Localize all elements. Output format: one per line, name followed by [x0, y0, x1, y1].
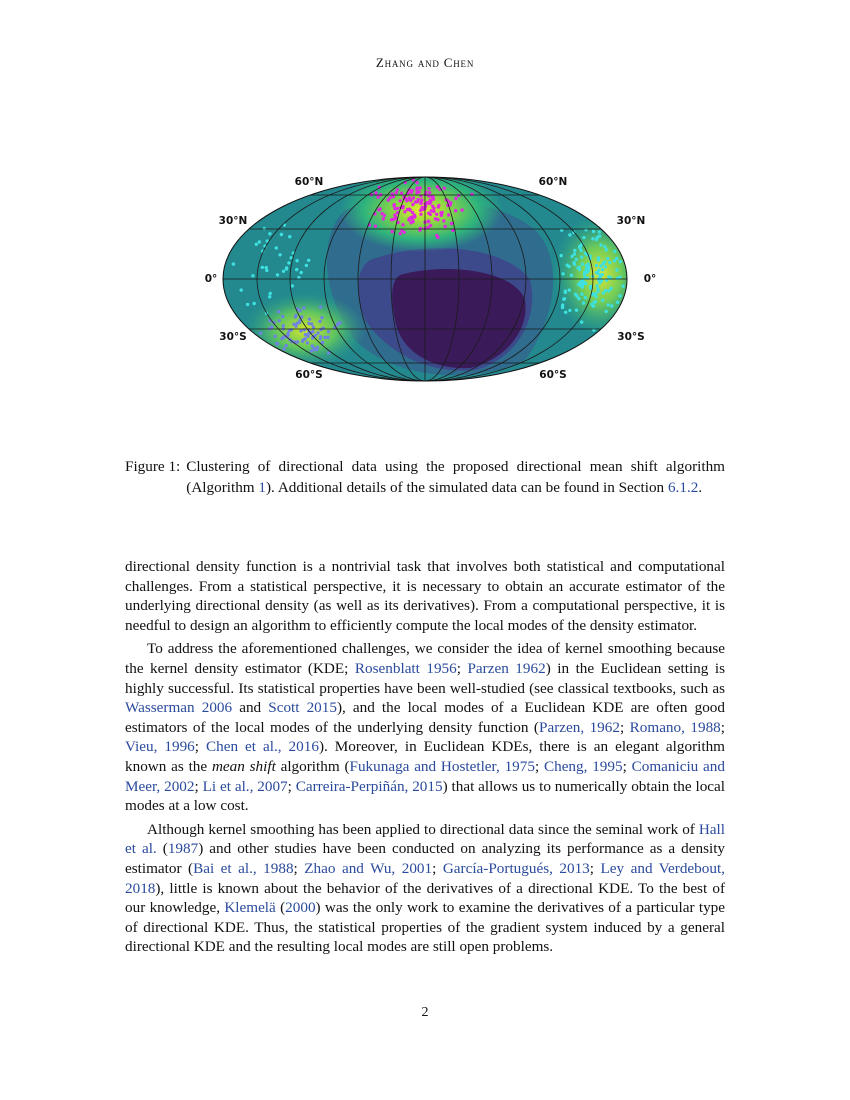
data-point	[408, 198, 411, 201]
data-point	[616, 277, 619, 280]
data-point	[302, 306, 305, 309]
data-point	[561, 306, 564, 309]
data-point	[403, 210, 406, 213]
data-point	[401, 223, 404, 226]
data-point	[598, 230, 601, 233]
tick-eq-right: 0°	[643, 273, 657, 285]
data-point	[435, 213, 438, 216]
data-point	[564, 291, 567, 294]
data-point	[457, 194, 460, 197]
data-point	[270, 325, 273, 328]
data-point	[583, 273, 586, 276]
data-point	[258, 240, 261, 243]
data-point	[259, 331, 262, 334]
data-point	[399, 199, 402, 202]
data-point	[403, 231, 406, 234]
data-point	[415, 187, 418, 190]
tick-eq-left: 0°	[204, 273, 218, 285]
data-point	[454, 197, 457, 200]
data-point	[282, 324, 285, 327]
data-point	[584, 282, 587, 285]
data-point	[579, 249, 582, 252]
data-point	[442, 219, 445, 222]
data-point	[436, 185, 439, 188]
ref-cheng-1995[interactable]: Cheng, 1995	[543, 757, 623, 775]
data-point	[431, 195, 434, 198]
data-point	[400, 191, 403, 194]
data-point	[419, 186, 422, 189]
ref-garcia-2013[interactable]: García-Portugués, 2013	[442, 859, 590, 877]
data-point	[616, 301, 619, 304]
data-point	[299, 329, 302, 332]
data-point	[585, 264, 588, 267]
data-point	[307, 259, 310, 262]
data-point	[315, 348, 318, 351]
data-point	[568, 288, 571, 291]
data-point	[411, 211, 414, 214]
ref-klemela-year[interactable]: 2000	[285, 899, 316, 917]
data-point	[327, 330, 330, 333]
data-point	[399, 232, 402, 235]
data-point	[429, 224, 432, 227]
paragraph-1: directional density function is a nontrivial task that involves both statistical and computational challenges. From a statistical perspective, it is necessary to obtain an accurate estimator of the underlying directional density (as well as its derivatives). From a computational perspective, it is needful to design an algorithm to efficiently compute the local modes of the density estimator.	[125, 558, 725, 634]
data-point	[605, 310, 608, 313]
data-point	[605, 248, 608, 251]
data-point	[584, 296, 587, 299]
data-point	[582, 301, 585, 304]
data-point	[268, 232, 271, 235]
data-point	[595, 264, 598, 267]
data-point	[294, 315, 297, 318]
data-point	[393, 207, 396, 210]
data-point	[604, 265, 607, 268]
data-point	[268, 295, 271, 298]
data-point	[450, 222, 453, 225]
data-point	[607, 303, 610, 306]
data-point	[597, 272, 600, 275]
page-number: 2	[421, 1005, 429, 1020]
data-point	[269, 292, 272, 295]
data-point	[437, 205, 440, 208]
data-point	[618, 294, 621, 297]
data-point	[246, 303, 249, 306]
data-point	[278, 319, 281, 322]
data-point	[603, 245, 606, 248]
data-point	[288, 235, 291, 238]
data-point	[561, 272, 564, 275]
data-point	[374, 225, 377, 228]
data-point	[602, 291, 605, 294]
data-point	[599, 243, 602, 246]
data-point	[408, 208, 411, 211]
data-point	[374, 191, 377, 194]
data-point	[281, 315, 284, 318]
data-point	[608, 261, 611, 264]
data-point	[426, 201, 429, 204]
figure-caption	[125, 456, 725, 498]
data-point	[311, 330, 314, 333]
data-point	[392, 195, 395, 198]
data-point	[382, 217, 385, 220]
figure-1	[195, 170, 655, 390]
data-point	[570, 274, 573, 277]
data-point	[613, 259, 616, 262]
tick-30s-left: 30°S	[219, 331, 247, 343]
data-point	[435, 234, 438, 237]
mollweide-density-plot	[195, 170, 655, 390]
data-point	[232, 262, 235, 265]
data-point	[574, 293, 577, 296]
data-point	[261, 266, 264, 269]
data-point	[294, 325, 297, 328]
data-point	[395, 191, 398, 194]
data-point	[427, 219, 430, 222]
data-point	[615, 268, 618, 271]
ref-chen-2016[interactable]: Chen et al., 2016	[206, 738, 319, 756]
data-point	[314, 334, 317, 337]
data-point	[280, 233, 283, 236]
data-point	[460, 208, 463, 211]
data-point	[326, 336, 329, 339]
ref-vieu-1996[interactable]: Vieu, 1996	[125, 738, 195, 756]
paragraph-3: Although kernel smoothing has been applied to directional data since the seminal work of Hall et al. (1987) and other studies have been conducted on analyzing its performance as a density estimator (Bai et al., 1988; Zhao and Wu, 2001; García-Portugués, 2013; Ley and Verdebout, 2018), little is known about the behavior of the derivatives of a directional KDE. To the best of our knowledge, Klemelä (2000) was the only work to examine the derivatives of a particular type of directional KDE. Thus, the statistical properties of the gradient system induced by a general directional KDE and the resulting local modes are still open problems.	[125, 820, 726, 956]
body-text	[125, 557, 725, 957]
data-point	[275, 246, 278, 249]
data-point	[564, 311, 567, 314]
data-point	[411, 220, 414, 223]
data-point	[265, 269, 268, 272]
data-point	[276, 273, 279, 276]
data-point	[597, 259, 600, 262]
data-point	[434, 217, 437, 220]
data-point	[580, 320, 583, 323]
data-point	[594, 300, 597, 303]
data-point	[568, 265, 571, 268]
data-point	[594, 295, 597, 298]
data-point	[388, 196, 391, 199]
data-point	[411, 203, 414, 206]
data-point	[568, 233, 571, 236]
tick-60s-left: 60°S	[295, 369, 323, 381]
data-point	[305, 264, 308, 267]
data-point	[601, 299, 604, 302]
data-point	[265, 266, 268, 269]
data-point	[251, 274, 254, 277]
data-point	[595, 284, 598, 287]
data-point	[283, 347, 286, 350]
data-point	[621, 285, 624, 288]
data-point	[572, 261, 575, 264]
data-point	[575, 258, 578, 261]
ref-algorithm-1[interactable]: 1	[258, 479, 266, 496]
data-point	[298, 321, 301, 324]
data-point	[590, 303, 593, 306]
data-point	[311, 344, 314, 347]
data-point	[319, 337, 322, 340]
data-point	[338, 321, 341, 324]
data-point	[589, 285, 592, 288]
data-point	[432, 207, 435, 210]
data-point	[578, 245, 581, 248]
data-point	[580, 293, 583, 296]
data-point	[430, 209, 433, 212]
data-point	[285, 267, 288, 270]
ref-parzen-1962[interactable]: Parzen 1962	[467, 659, 546, 677]
data-point	[298, 309, 301, 312]
data-point	[377, 208, 380, 211]
data-point	[570, 255, 573, 258]
ref-li-2007[interactable]: Li et al., 2007	[202, 777, 288, 795]
ref-comaniciu-2002[interactable]: Comaniciu and Meer, 2002	[125, 757, 725, 795]
ref-parzen-1962-b[interactable]: Parzen, 1962	[539, 718, 620, 736]
data-point	[575, 309, 578, 312]
data-point	[416, 200, 419, 203]
data-point	[606, 257, 609, 260]
data-point	[318, 320, 321, 323]
data-point	[304, 337, 307, 340]
data-point	[285, 344, 288, 347]
data-point	[562, 298, 565, 301]
data-point	[392, 204, 395, 207]
data-point	[427, 187, 430, 190]
tick-30s-right: 30°S	[617, 331, 645, 343]
ref-klemela-author[interactable]: Klemelä	[224, 899, 276, 917]
data-point	[443, 187, 446, 190]
data-point	[376, 195, 379, 198]
data-point	[577, 297, 580, 300]
tick-30n-right: 30°N	[616, 215, 646, 227]
running-head: Zhang and Chen	[375, 55, 475, 70]
data-point	[428, 199, 431, 202]
data-point	[312, 326, 315, 329]
data-point	[412, 196, 415, 199]
tick-30n-left: 30°N	[218, 215, 248, 227]
data-point	[578, 266, 581, 269]
data-point	[573, 249, 576, 252]
data-point	[396, 188, 399, 191]
data-point	[301, 340, 304, 343]
ref-zhao-2001[interactable]: Zhao and Wu, 2001	[304, 859, 433, 877]
data-point	[277, 310, 280, 313]
data-point	[316, 331, 319, 334]
data-point	[568, 309, 571, 312]
data-point	[291, 284, 294, 287]
data-point	[319, 305, 322, 308]
caption-text: Clustering of directional data using the proposed directional mean shift algorithm (Algorithm 1). Additional details of the simulated data can be found in Section 6.1.2.	[186, 458, 725, 496]
data-point	[591, 237, 594, 240]
data-point	[275, 342, 278, 345]
data-point	[439, 211, 442, 214]
ref-scott-2015[interactable]: Scott 2015	[268, 699, 337, 717]
data-point	[401, 206, 404, 209]
data-point	[419, 213, 422, 216]
data-point	[594, 292, 597, 295]
ref-fukunaga-1975[interactable]: Fukunaga and Hostetler, 1975	[349, 757, 535, 775]
data-point	[601, 273, 604, 276]
ref-ley-2018[interactable]: Ley and Verdebout, 2018	[125, 859, 725, 897]
ref-carreira-2015[interactable]: Carreira-Perpiñán, 2015	[295, 777, 443, 795]
data-point	[240, 288, 243, 291]
data-point	[306, 335, 309, 338]
data-point	[287, 261, 290, 264]
data-point	[307, 322, 310, 325]
tick-60n-left: 60°N	[294, 176, 324, 188]
data-point	[601, 268, 604, 271]
data-point	[310, 349, 313, 352]
data-point	[599, 264, 602, 267]
ref-hall-1987-year[interactable]: 1987	[167, 840, 199, 858]
data-point	[610, 304, 613, 307]
emph-mean-shift: mean shift	[211, 757, 276, 775]
data-point	[409, 216, 412, 219]
data-point	[274, 335, 277, 338]
data-point	[410, 191, 413, 194]
data-point	[427, 212, 430, 215]
ref-bai-1988[interactable]: Bai et al., 1988	[193, 859, 294, 877]
data-point	[308, 318, 311, 321]
tick-60s-right: 60°S	[539, 369, 567, 381]
data-point	[579, 284, 582, 287]
data-point	[278, 253, 281, 256]
data-point	[470, 193, 473, 196]
data-point	[336, 323, 339, 326]
data-point	[600, 279, 603, 282]
data-point	[320, 316, 323, 319]
data-point	[582, 236, 585, 239]
data-point	[323, 336, 326, 339]
data-point	[447, 213, 450, 216]
data-point	[598, 234, 601, 237]
data-point	[391, 230, 394, 233]
data-point	[592, 230, 595, 233]
data-point	[282, 270, 285, 273]
data-point	[619, 260, 622, 263]
data-point	[581, 262, 584, 265]
ref-rosenblatt-1956[interactable]: Rosenblatt 1956	[354, 659, 457, 677]
paragraph-2: To address the aforementioned challenges, we consider the idea of kernel smoothing because the kernel density estimator (KDE; Rosenblatt 1956; Parzen 1962) in the Euclidean setting is highly successful. Its statistical properties have been well-studied (see classical textbooks, such as Wasserman 2006 and Scott 2015), and the local modes of a Euclidean KDE are often good estimators of the local modes of the underlying density function (Parzen, 1962; Romano, 1988; Vieu, 1996; Chen et al., 2016). Moreover, in Euclidean KDEs, there is an elegant algorithm known as the mean shift algorithm (Fukunaga and Hostetler, 1975; Cheng, 1995; Comaniciu and Meer, 2002; Li et al., 2007; Carreira-Perpiñán, 2015) that allows us to numerically obtain the local modes at a low cost.	[125, 640, 725, 815]
ref-section-6-1-2[interactable]: 6.1.2	[667, 479, 699, 496]
data-point	[417, 190, 420, 193]
data-point	[300, 271, 303, 274]
data-point	[419, 202, 422, 205]
data-point	[295, 259, 298, 262]
data-point	[415, 181, 418, 184]
ref-hall-1987-author[interactable]: Hall et al.	[125, 820, 725, 858]
data-point	[597, 269, 600, 272]
data-point	[444, 225, 447, 228]
tick-60n-right: 60°N	[538, 176, 568, 188]
data-point	[428, 191, 431, 194]
caption-label: Figure 1:	[125, 458, 181, 475]
data-point	[310, 322, 313, 325]
data-point	[306, 341, 309, 344]
data-point	[603, 260, 606, 263]
ref-romano-1988[interactable]: Romano, 1988	[629, 718, 721, 736]
data-point	[454, 209, 457, 212]
data-point	[613, 250, 616, 253]
data-point	[253, 302, 256, 305]
data-point	[580, 256, 583, 259]
data-point	[560, 254, 563, 257]
ref-wasserman-2006[interactable]: Wasserman 2006	[125, 699, 233, 717]
data-point	[295, 268, 298, 271]
data-point	[255, 243, 258, 246]
data-point	[586, 267, 589, 270]
data-point	[383, 214, 386, 217]
data-point	[286, 333, 289, 336]
data-point	[280, 337, 283, 340]
data-point	[607, 289, 610, 292]
